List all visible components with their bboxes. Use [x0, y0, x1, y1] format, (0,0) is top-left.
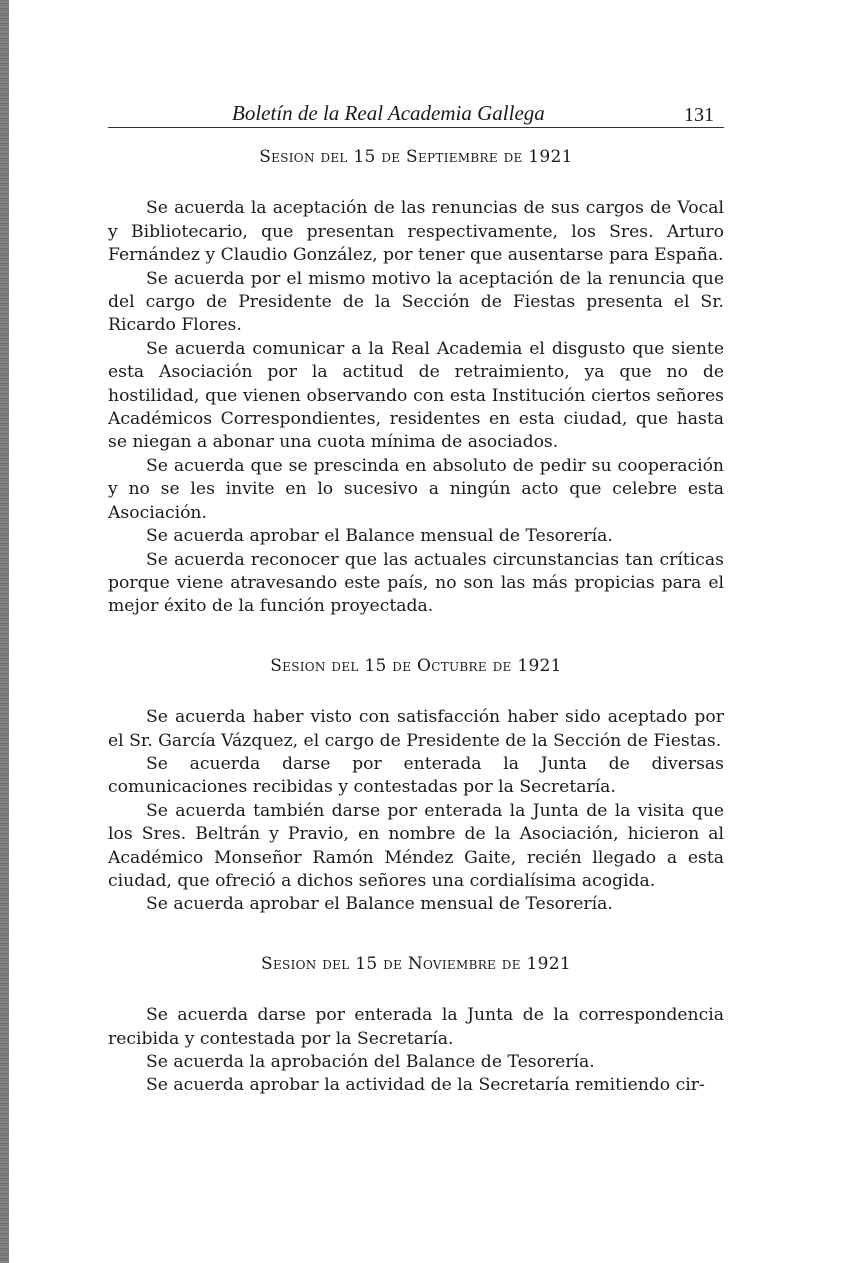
header-rule	[108, 127, 724, 128]
paragraph: Se acuerda por el mismo motivo la aceptación de la renuncia que del cargo de Presidente de la Sección de Fiestas presenta el Sr. Ricardo Flores.	[108, 268, 724, 336]
paragraph: Se acuerda aprobar el Balance mensual de Tesorería.	[146, 894, 613, 915]
paragraph: Se acuerda comunicar a la Real Academia el disgusto que siente esta Asociación por la actitud de retraimiento, ya que no de hostilidad, que vienen observando con esta Institución ciertos señores Académicos Correspondientes, residentes en esta ciudad, que hasta se niegan a abonar una cuota mínima de asociados.	[108, 338, 724, 453]
paragraph: Se acuerda reconocer que las actuales circunstancias tan críticas porque viene atravesando este país, no son las más propicias para el mejor éxito de la función proyectada.	[108, 549, 724, 617]
session-october	[108, 655, 724, 917]
paragraph: Se acuerda también darse por enterada la Junta de la visita que los Sres. Beltrán y Pravio, en nombre de la Asociación, hicieron al Académico Monseñor Ramón Méndez Gaite, recién llegado a esta ciudad, que ofreció a dichos señores una cordialísima acogida.	[108, 800, 724, 891]
paragraph: Se acuerda que se prescinda en absoluto de pedir su cooperación y no se les invite en lo sucesivo a ningún acto que celebre esta Asociación.	[108, 455, 724, 523]
session-heading: Sesion del 15 de Noviembre de 1921	[261, 953, 571, 974]
session-heading: Sesion del 15 de Septiembre de 1921	[259, 147, 573, 167]
running-header	[108, 96, 724, 130]
paragraph: Se acuerda la aprobación del Balance de Tesorería.	[146, 1052, 595, 1072]
paragraph: Se acuerda darse por enterada la Junta de diversas comunicaciones recibidas y contestadas por la Secretaría.	[108, 753, 724, 798]
session-september	[108, 146, 724, 619]
journal-title: Boletín de la Real Academia Gallega	[232, 101, 545, 125]
paragraph: Se acuerda haber visto con satisfacción haber sido aceptado por el Sr. García Vázquez, el cargo de Presidente de la Sección de Fiestas.	[108, 707, 724, 751]
session-november	[108, 953, 724, 1098]
scan-edge	[0, 0, 9, 1263]
paragraph: Se acuerda aprobar el Balance mensual de Tesorería.	[146, 526, 613, 547]
session-heading: Sesion del 15 de Octubre de 1921	[270, 655, 562, 676]
paragraph: Se acuerda aprobar la actividad de la Secretaría remitiendo cir-	[146, 1075, 705, 1096]
document-page	[108, 96, 724, 1098]
page-number: 131	[684, 104, 714, 126]
paragraph: Se acuerda darse por enterada la Junta de la correspondencia recibida y contestada por la Secretaría.	[108, 1005, 724, 1049]
paragraph: Se acuerda la aceptación de las renuncias de sus cargos de Vocal y Bibliotecario, que presentan respectivamente, los Sres. Arturo Fernández y Claudio González, por tener que ausentarse para España.	[108, 198, 724, 266]
